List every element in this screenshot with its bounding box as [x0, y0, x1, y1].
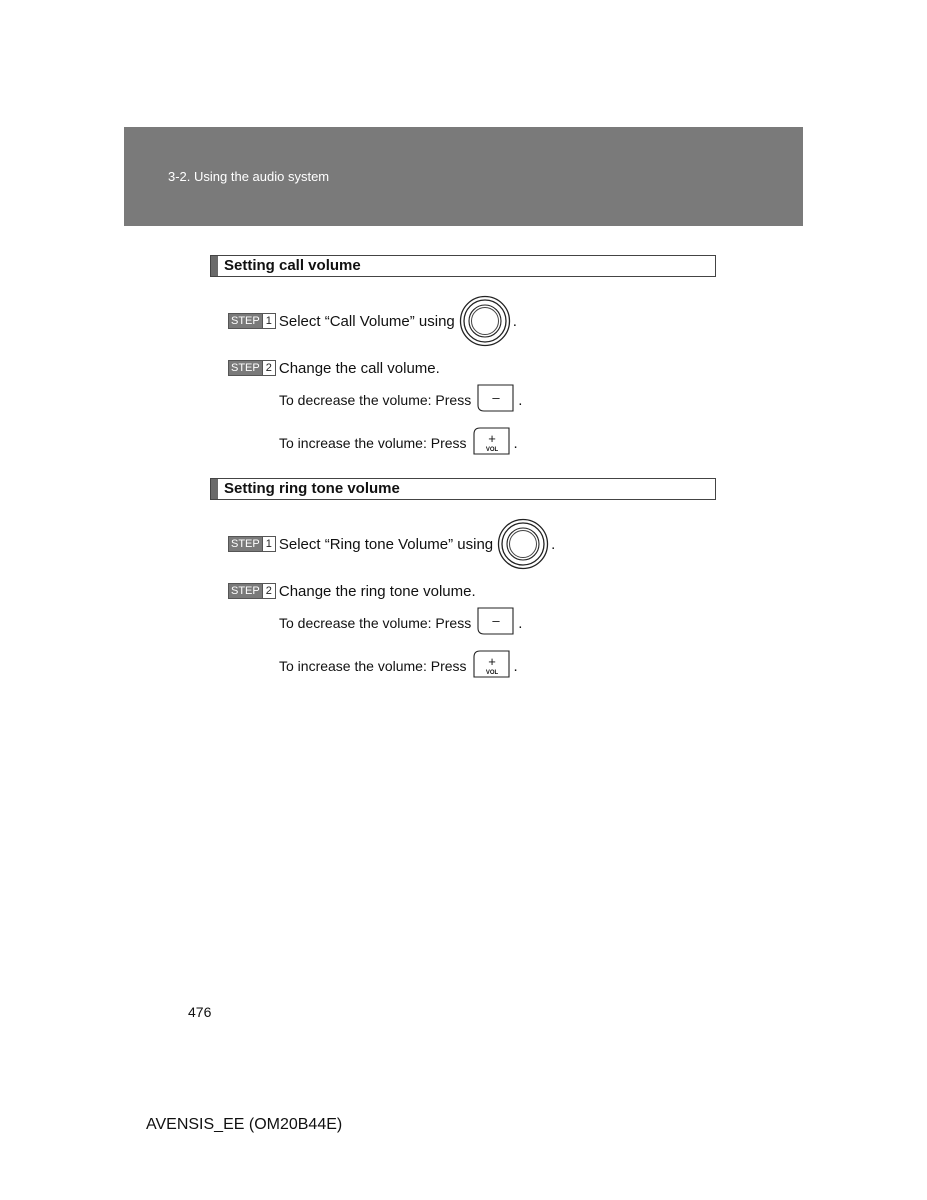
step-2-ring: [228, 576, 476, 606]
step-text: Change the ring tone volume.: [278, 582, 476, 600]
period: .: [512, 312, 517, 330]
instruction-text: To increase the volume: Press: [279, 435, 467, 451]
step-badge: [228, 536, 276, 552]
step-badge-word: STEP: [231, 315, 260, 327]
instruction-text: To increase the volume: Press: [279, 658, 467, 674]
step-badge-word: STEP: [231, 585, 260, 597]
section-heading-call-volume: [210, 255, 716, 277]
period: .: [518, 614, 523, 632]
footer-model-code: AVENSIS_EE (OM20B44E): [146, 1116, 343, 1133]
tune-dial-icon: [459, 295, 511, 347]
vol-label: VOL: [485, 446, 498, 453]
minus-symbol: –: [492, 389, 500, 405]
step-text: Select “Ring tone Volume” using: [278, 535, 494, 553]
step-2-call: [228, 353, 440, 383]
step-text: Select “Call Volume” using: [278, 312, 455, 330]
minus-symbol: –: [492, 612, 500, 628]
increase-instruction-ring: [279, 651, 518, 681]
breadcrumb: 3-2. Using the audio system: [168, 169, 330, 184]
volume-down-button-icon: [476, 606, 516, 641]
vol-label: VOL: [485, 669, 498, 676]
instruction-text: To decrease the volume: Press: [279, 392, 472, 408]
instruction-text: To decrease the volume: Press: [279, 615, 472, 631]
plus-symbol: +: [487, 653, 496, 669]
plus-symbol: +: [487, 430, 496, 446]
step-badge-number: 1: [262, 314, 275, 328]
volume-down-button-icon: [476, 383, 516, 418]
section-heading-ring-tone-volume: [210, 478, 716, 500]
period: .: [518, 391, 523, 409]
volume-up-button-icon: [472, 426, 512, 461]
decrease-instruction-ring: [279, 608, 522, 638]
period: .: [551, 535, 556, 553]
decrease-instruction-call: [279, 385, 522, 415]
page-number: 476: [188, 1004, 212, 1020]
section-title: Setting call volume: [224, 257, 361, 274]
step-badge-word: STEP: [231, 538, 260, 550]
step-badge: [228, 583, 276, 599]
period: .: [513, 434, 518, 452]
step-1-ring: [228, 529, 555, 559]
step-badge-number: 2: [262, 584, 275, 598]
increase-instruction-call: [279, 428, 518, 458]
step-text: Change the call volume.: [278, 359, 440, 377]
section-title: Setting ring tone volume: [224, 480, 400, 497]
tune-dial-icon: [497, 518, 549, 570]
step-badge: [228, 313, 276, 329]
step-badge-number: 1: [262, 537, 275, 551]
period: .: [513, 657, 518, 675]
chapter-header-band: [124, 127, 803, 226]
volume-up-button-icon: [472, 649, 512, 684]
step-badge: [228, 360, 276, 376]
step-1-call: [228, 306, 517, 336]
step-badge-word: STEP: [231, 362, 260, 374]
step-badge-number: 2: [262, 361, 275, 375]
